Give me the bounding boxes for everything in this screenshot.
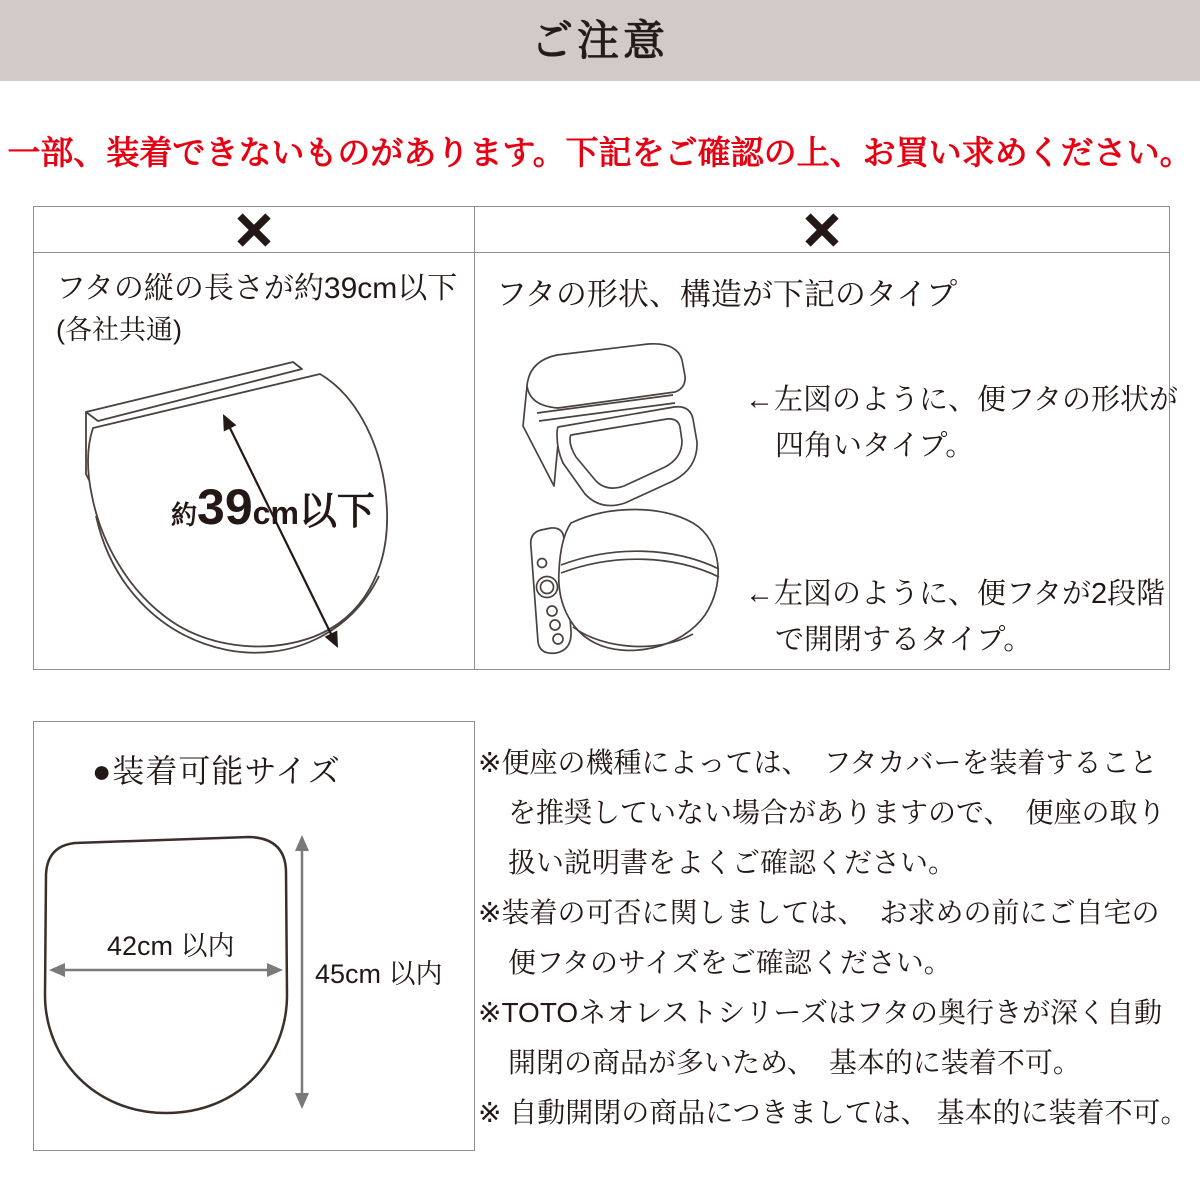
table-header-divider [34, 252, 1169, 253]
page-title: ご注意 [530, 17, 669, 64]
two-stage-lid-caption-line2: で開閉するタイプ。 [775, 624, 1033, 656]
note-line: ※ 自動開閉の商品につきましては、 基本的に装着不可。 [478, 1097, 1189, 1128]
x-mark-cell-left [34, 209, 474, 251]
note-line: ※TOTOネオレストシリーズはフタの奥行きが深く自動 [478, 997, 1163, 1028]
left-cell-subtitle: (各社共通) [56, 315, 182, 345]
warning-headline: 一部、装着できないものがあります。下記をご確認の上、お買い求めください。 [7, 134, 1193, 171]
round-lid-drawing [559, 510, 719, 651]
x-mark-cell-right [475, 209, 1169, 251]
width-arrow [49, 963, 283, 977]
right-cell-title: フタの形状、構造が下記のタイプ [496, 277, 958, 312]
square-lid-caption-line1: ←左図のように、便フタの形状が [745, 384, 1178, 416]
length-label: 約39cm以下 [171, 479, 375, 535]
two-stage-lid-caption-line1: ←左図のように、便フタが2段階 [745, 578, 1166, 610]
x-mark-icon [234, 210, 274, 250]
square-lid-drawing [523, 344, 697, 506]
square-lid-diagram [512, 334, 714, 511]
notes-block [478, 738, 1193, 1138]
note-line: を推奨していない場合がありますので、 便座の取り [508, 797, 1166, 828]
x-mark-icon [802, 210, 842, 250]
note-line: ※便座の機種によっては、 フタカバーを装着すること [478, 747, 1158, 778]
size-diagram [39, 827, 469, 1127]
height-arrow [295, 835, 309, 1109]
left-cell-title: フタの縦の長さが約39cm以下 [56, 272, 458, 305]
note-line: ※装着の可否に関しましては、 お求めの前にご自宅の [478, 897, 1160, 928]
note-line: 便フタのサイズをご確認ください。 [508, 947, 952, 978]
note-line: 開閉の商品が多いため、 基本的に装着不可。 [508, 1047, 1081, 1078]
incompatible-types-table [33, 206, 1178, 670]
two-stage-lid-diagram [509, 503, 734, 661]
lid-length-diagram [41, 356, 471, 666]
compatible-size-box [33, 721, 475, 1151]
table-column-divider [474, 207, 475, 669]
height-label: 45cm 以内 [315, 959, 443, 989]
note-line: 扱い説明書をよくご確認ください。 [508, 847, 957, 878]
lid-top-view-outline [45, 837, 287, 1113]
square-lid-caption-line2: 四角いタイプ。 [775, 430, 975, 462]
header-band [0, 0, 1200, 81]
width-label: 42cm 以内 [107, 931, 235, 961]
size-box-heading: ●装着可能サイズ [92, 753, 341, 789]
